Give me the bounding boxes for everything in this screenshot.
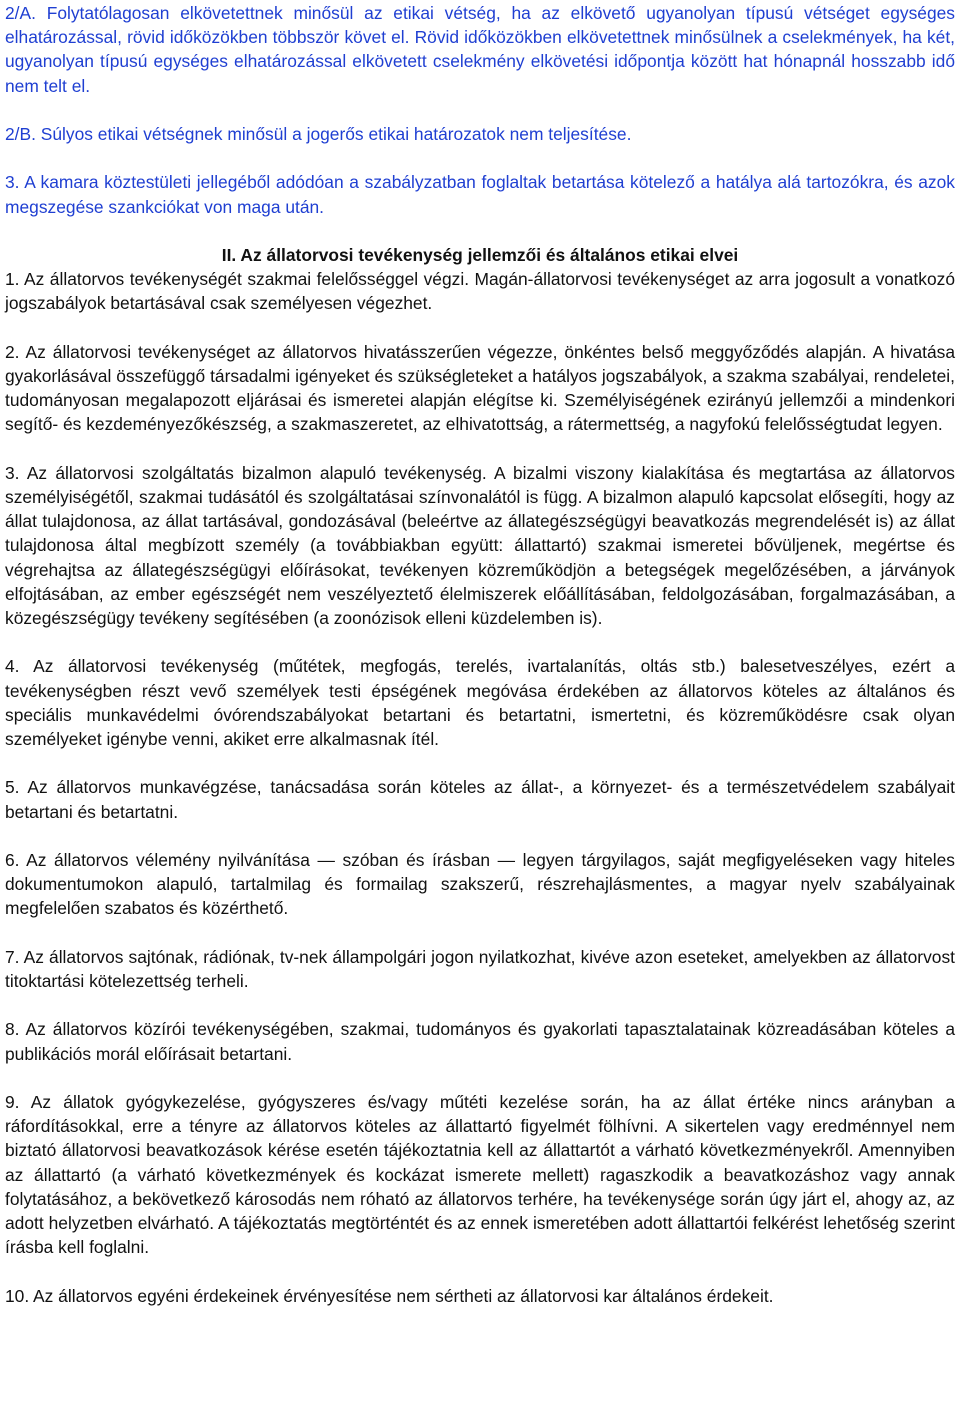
section-item-1: 1. Az állatorvos tevékenységét szakmai felelősséggel végzi. Magán-állatorvosi tevékenységet az arra jogosult a vonatkozó jogszabályok betartásával csak személyesen végezhet. <box>5 269 955 314</box>
paragraph-3: 3. A kamara köztestületi jellegéből adódóan a szabályzatban foglaltak betartása kötelező a hatálya alá tartozókra, és azok megszegése szankciókat von maga után. <box>5 172 955 217</box>
section-item-9: 9. Az állatok gyógykezelése, gyógyszeres és/vagy műtéti kezelése során, ha az állat értéke nincs arányban a ráfordításokkal, erre a tényre az állatorvos köteles az állattartó figyelmét fölhívni. A sikertelen vagy eredménnyel nem biztató állatorvosi beavatkozások kérése esetén tájékoztatnia kell az állattartót a várható következményekről. Amennyiben az állattartó (a várható következmények és kockázat ismerete mellett) ragaszkodik a beavatkozáshoz vagy annak folytatásához, a bekövetkező károsodás nem róható az állatorvos terhére, ha tevékenysége során úgy járt el, ahogy az, az adott helyzetben elvárható. A tájékoztatás megtörténtét és az ennek ismeretében adott állattartói felkérést lehetőség szerint írásba kell foglalni. <box>5 1091 955 1258</box>
section-item-3: 3. Az állatorvosi szolgáltatás bizalmon alapuló tevékenység. A bizalmi viszony kialakítása és megtartása az állatorvos személyiségétől, szakmai tudásától és szolgáltatásai színvonalától is függ. A bizalmon alapuló kapcsolat elősegíti, hogy az állat tulajdonosa, az állat tartásával, gondozásával (beleértve az állategészségügyi beavatkozás megrendelését is) az állat tulajdonosa által megbízott személy (a továbbiakban együtt: állattartó) szakmai ismeretei bővüljenek, megértse és végrehajtsa az állategészségügyi előírásokat, tevékenyen közreműködjön a betegségek megelőzésében, a járványok elfojtásában, az ember egészségét nem veszélyeztető élelmiszerek előállításában, feldolgozásában, forgalmazásában, a közegészségügy tevékeny segítésében (a zoonózisok elleni küzdelemben is). <box>5 462 955 628</box>
section-item-7: 7. Az állatorvos sajtónak, rádiónak, tv-nek állampolgári jogon nyilatkozhat, kivéve azon eseteket, amelyekben az állatorvost titoktartási kötelezettség terheli. <box>5 946 955 991</box>
section-item-2: 2. Az állatorvosi tevékenységet az állatorvos hivatásszerűen végezze, önkéntes belső meggyőződés alapján. A hivatása gyakorlásával összefüggő társadalmi igényeket és szükségleteket a hatályos jogszabályok, a szakma szabályai, rendeletei, tudományosan megalapozott eljárásai és ismeretei alapján elégítse ki. Személyiségének ezirányú jellemzői a mindenkori segítő- és kezdeményezőkészség, a szakmaszeretet, az elhivatottság, a rátermettség, a nagyfokú felelősségtudat legyen. <box>5 341 955 435</box>
section-item-6: 6. Az állatorvos vélemény nyilvánítása — szóban és írásban — legyen tárgyilagos, saját megfigyeléseken vagy hiteles dokumentumokon alapuló, tartalmilag és formailag szakszerű, részrehajlásmentes, a magyar nyelv szabályainak megfelelően szabatos és közérthető. <box>5 849 955 919</box>
section-item-5: 5. Az állatorvos munkavégzése, tanácsadása során köteles az állat-, a környezet- és a természetvédelem szabályait betartani és betartatni. <box>5 777 955 822</box>
paragraph-2a: 2/A. Folytatólagosan elkövetettnek minősül az etikai vétség, ha az elkövető ugyanolyan típusú vétséget egységes elhatározással, rövid időközökben többször követ el. Rövid időközökben elkövetettnek minősülnek a cselekmények, ha két, ugyanolyan típusú egységes elhatározással elkövetett cselekmény elkövetési időpontja között hat hónapnál hosszabb idő nem telt el. <box>5 3 955 96</box>
document-page <box>5 1 955 1308</box>
section-item-8: 8. Az állatorvos közírói tevékenységében, szakmai, tudományos és gyakorlati tapasztalatainak közreadásában köteles a publikációs morál előírásait betartani. <box>5 1019 955 1064</box>
section-heading: II. Az állatorvosi tevékenység jellemzői és általános etikai elvei <box>221 244 739 265</box>
paragraph-2b: 2/B. Súlyos etikai vétségnek minősül a jogerős etikai határozatok nem teljesítése. <box>5 124 632 144</box>
section-item-10: 10. Az állatorvos egyéni érdekeinek érvényesítése nem sértheti az állatorvosi kar általános érdekeit. <box>5 1285 774 1306</box>
section-item-4: 4. Az állatorvosi tevékenység (műtétek, megfogás, terelés, ivartalanítás, oltás stb.) balesetveszélyes, ezért a tevékenységben részt vevő személyek testi épségének megóvása érdekében az állatorvos köteles az általános és speciális munkavédelmi óvórendszabályokat betartani és betartatni, ismertetni, és közreműködésre csak olyan személyeket igénybe venni, akiket erre alkalmasnak ítél. <box>5 656 955 749</box>
